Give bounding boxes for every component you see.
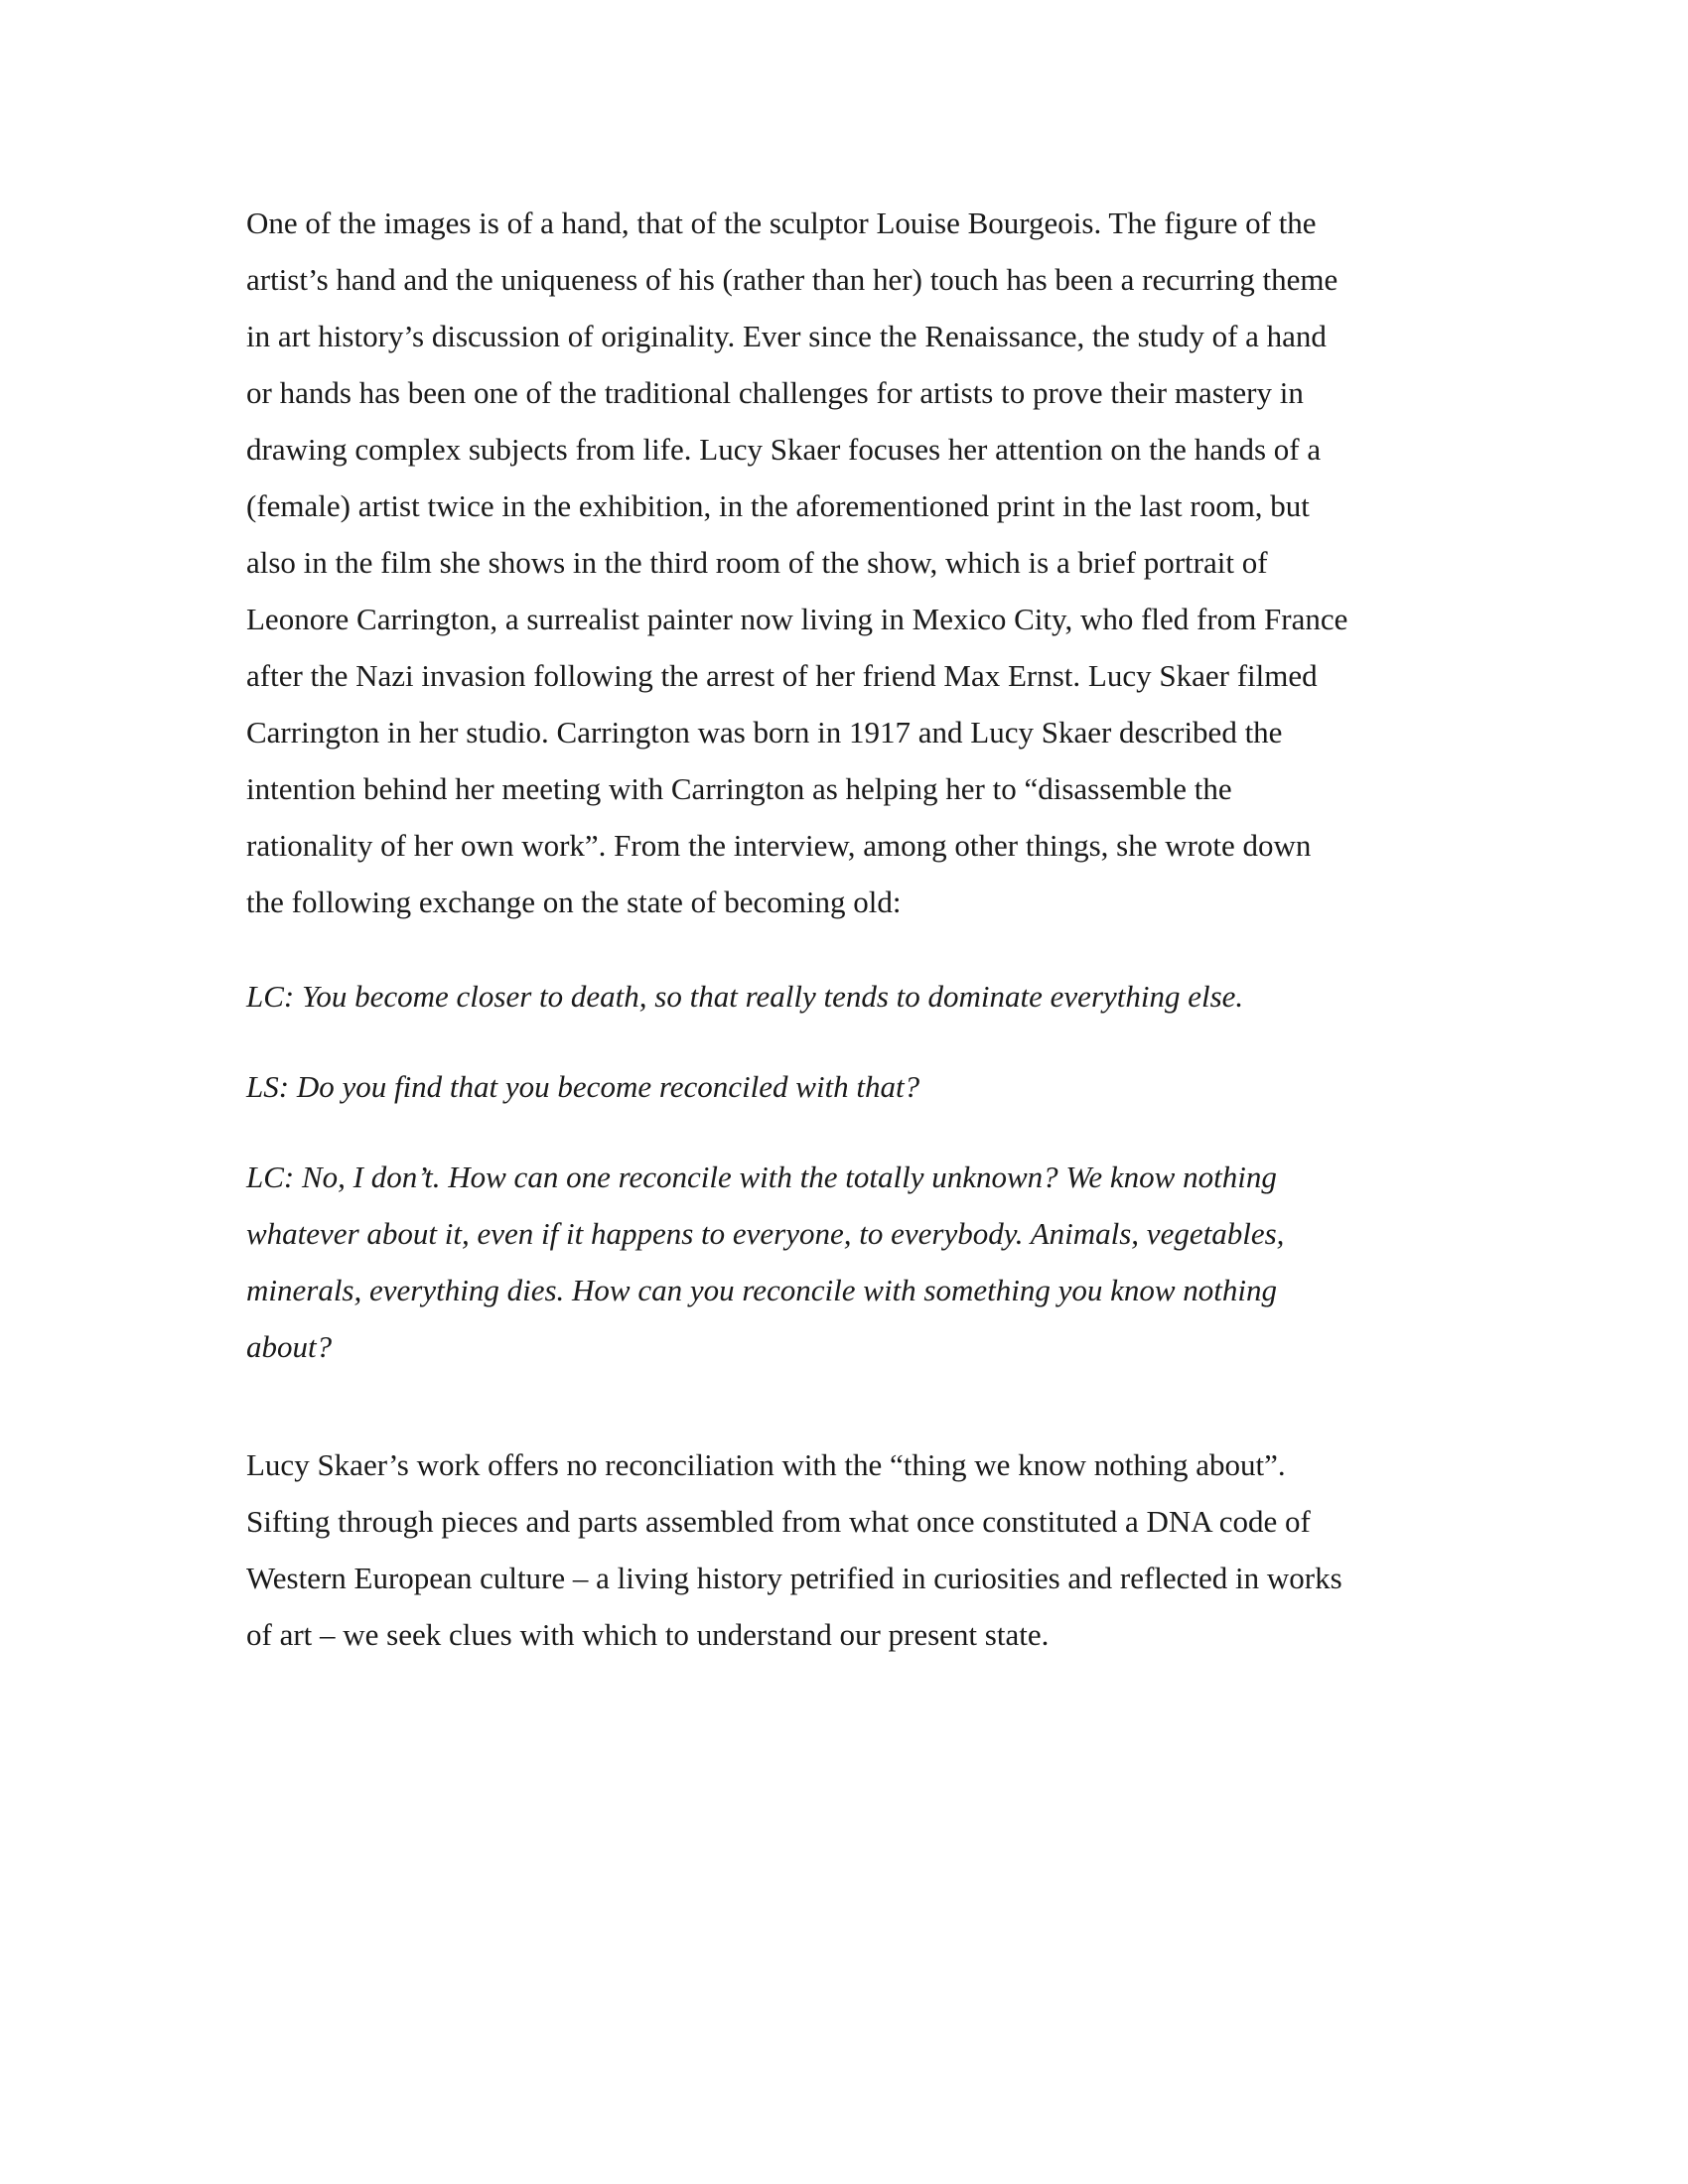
dialogue-line-lc-1: LC: You become closer to death, so that really tends to dominate everything else. (246, 979, 1244, 1014)
dialogue-line-lc-2: LC: No, I don’t. How can one reconcile with the totally unknown? We know nothing whatever about it, even if it happens to everyone, to everybody. Animals, vegetables, minerals, everything dies. How can you reconcile with something you know nothing about? (246, 1160, 1285, 1364)
dialogue-line-ls-1: LS: Do you find that you become reconciled with that? (246, 1069, 920, 1104)
document-page (246, 195, 1448, 1663)
interview-excerpt (246, 968, 1448, 1375)
body-paragraph-closing: Lucy Skaer’s work offers no reconciliation with the “thing we know nothing about”. Sifting through pieces and parts assembled from what once constituted a DNA code of Western European culture – a living history petrified in curiosities and reflected in works of art – we seek clues with which to understand our present state. (246, 1447, 1342, 1652)
body-paragraph-intro: One of the images is of a hand, that of the sculptor Louise Bourgeois. The figure of the artist’s hand and the uniqueness of his (rather than her) touch has been a recurring theme in art history’s discussion of originality. Ever since the Renaissance, the study of a hand or hands has been one of the traditional challenges for artists to prove their mastery in drawing complex subjects from life. Lucy Skaer focuses her attention on the hands of a (female) artist twice in the exhibition, in the aforementioned print in the last room, but also in the film she shows in the third room of the show, which is a brief portrait of Leonore Carrington, a surrealist painter now living in Mexico City, who fled from France after the Nazi invasion following the arrest of her friend Max Ernst. Lucy Skaer filmed Carrington in her studio. Carrington was born in 1917 and Lucy Skaer described the intention behind her meeting with Carrington as helping her to “disassemble the rationality of her own work”. From the interview, among other things, she wrote down the following exchange on the state of becoming old: (246, 205, 1348, 919)
